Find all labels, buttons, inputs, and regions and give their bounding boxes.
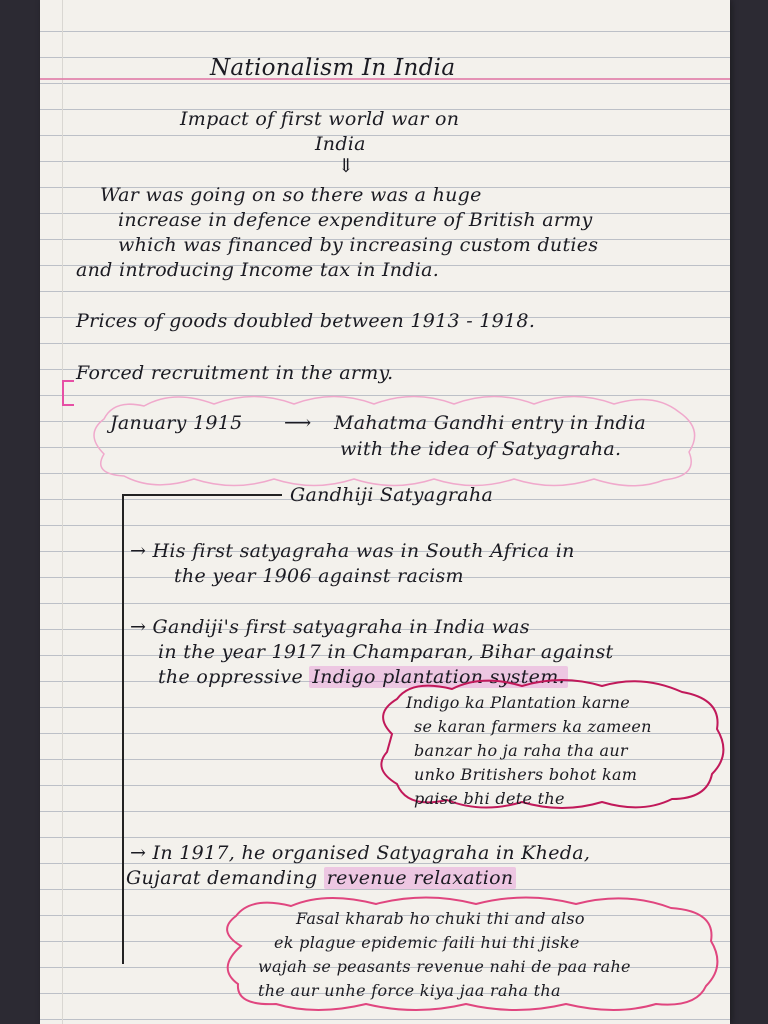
cloud2-line4: the aur unhe force kiya jaa raha tha	[258, 981, 561, 1000]
cloud2-line1: Fasal kharab ho chuki thi and also	[296, 909, 585, 928]
notebook-page	[40, 0, 730, 1024]
para1-line2: increase in defence expenditure of British army	[118, 209, 593, 231]
cloud1-line4: unko Britishers bohot kam	[414, 765, 638, 784]
down-arrow-icon: ⇓	[338, 155, 355, 177]
satyagraha-heading: Gandhiji Satyagraha	[290, 484, 494, 506]
revenue-highlight: revenue relaxation	[324, 867, 517, 889]
january-date: January 1915	[110, 412, 243, 434]
point2-line2: in the year 1917 in Champaran, Bihar against	[158, 641, 614, 663]
para1-line3: which was financed by increasing custom duties	[118, 234, 599, 256]
page-title: Nationalism In India	[210, 55, 456, 81]
para1-line4: and introducing Income tax in India.	[76, 259, 440, 281]
bracket-vertical-line	[122, 494, 124, 964]
subtitle-line1: Impact of first world war on	[180, 108, 460, 130]
cloud2-line2: ek plague epidemic faili hui thi jiske	[274, 933, 580, 952]
prices-line: Prices of goods doubled between 1913 - 1918.	[76, 310, 536, 332]
january-arrow-icon: ⟶	[284, 412, 312, 434]
point1-line1: → His first satyagraha was in South Africa in	[130, 540, 575, 562]
point3-demanding: Gujarat demanding	[126, 867, 318, 889]
cloud1-line5: paise bhi dete the	[414, 789, 565, 808]
pink-bracket-mark	[62, 380, 74, 406]
cloud1-line2: se karan farmers ka zameen	[414, 717, 652, 736]
point1-line2: the year 1906 against racism	[174, 565, 464, 587]
january-line2: with the idea of Satyagraha.	[340, 438, 622, 460]
margin-line	[62, 0, 63, 1024]
cloud2-line3: wajah se peasants revenue nahi de paa rahe	[258, 957, 631, 976]
para1-line1: War was going on so there was a huge	[100, 184, 482, 206]
point3-line1: → In 1917, he organised Satyagraha in Kheda,	[130, 842, 591, 864]
cloud1-line3: banzar ho ja raha tha aur	[414, 741, 628, 760]
january-line1: Mahatma Gandhi entry in India	[334, 412, 646, 434]
point2-oppressive: the oppressive	[158, 666, 304, 688]
indigo-highlight: Indigo plantation system.	[309, 666, 568, 688]
cloud1-line1: Indigo ka Plantation karne	[406, 693, 630, 712]
recruitment-line: Forced recruitment in the army.	[76, 362, 394, 384]
point2-line1: → Gandiji's first satyagraha in India was	[130, 616, 530, 638]
bracket-horizontal-line	[122, 494, 282, 496]
subtitle-line2: India	[315, 133, 366, 155]
